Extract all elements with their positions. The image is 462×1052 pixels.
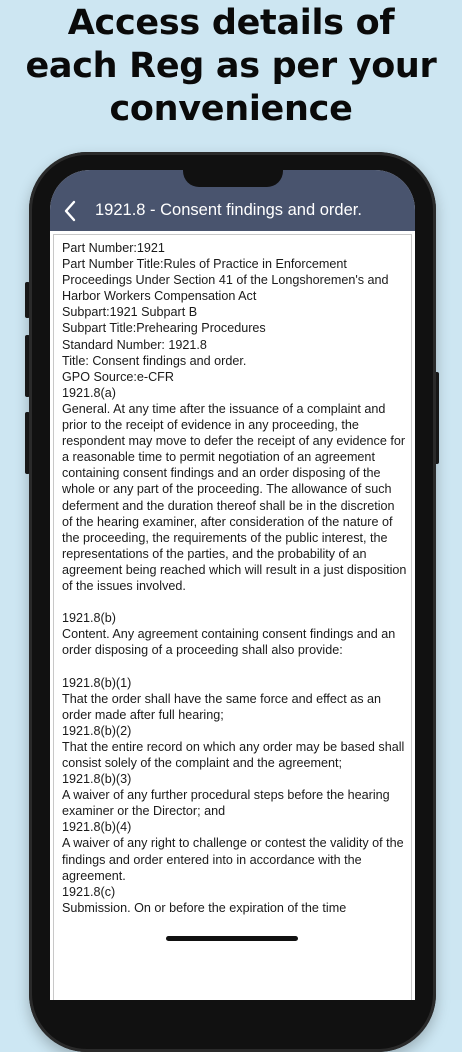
regulation-text-box <box>53 234 412 1000</box>
regulation-content-area[interactable] <box>50 231 415 1000</box>
phone-notch <box>183 165 283 187</box>
home-indicator[interactable] <box>166 936 298 941</box>
promo-headline <box>0 2 462 131</box>
promo-headline-line-3: convenience <box>109 89 353 129</box>
promo-headline-line-1: Access details of <box>67 3 395 43</box>
promo-headline-line-2: each Reg as per your <box>25 46 437 86</box>
navigation-bar <box>50 190 415 231</box>
page-title: 1921.8 - Consent findings and order. <box>95 201 362 219</box>
phone-screen <box>50 170 415 1000</box>
chevron-left-icon[interactable] <box>50 190 90 231</box>
regulation-text: Part Number:1921 Part Number Title:Rules of Practice in Enforcement Proceedings Under Section 41 of the Longshoremen's and Harbor Workers Compensation Act Subpart:1921 Subpart B Subpart Title:Prehearing Procedures Standard Number: 1921.8 Title: Consent findings and order. GPO Source:e-CFR 1921.8(a) General. At any time after the issuance of a complaint and prior to the receipt of evidence in any proceeding, the respondent may move to defer the receipt of any evidence for a reasonable time to permit negotiation of an agreement containing consent findings and an order disposing of the whole or any part of the proceeding. The allowance of such deferment and the duration thereof shall be in the discretion of the hearing examiner, after consideration of the nature of the proceeding, the requirements of the public interest, the representations of the parties, and the probability of an agreement being reached which will result in a just disposition of the issues involved. 1921.8(b) Content. Any agreement containing consent findings and an order disposing of a proceeding shall also provide: 1921.8(b)(1) That the order shall have the same force and effect as an order made after full hearing; 1921.8(b)(2) That the entire record on which any order may be based shall consist solely of the complaint and the agreement; 1921.8(b)(3) A waiver of any further procedural steps before the hearing examiner or the Director; and 1921.8(b)(4) A waiver of any right to challenge or contest the validity of the findings and order entered into in accordance with the agreement. 1921.8(c) Submission. On or before the expiration of the time <box>62 241 407 915</box>
